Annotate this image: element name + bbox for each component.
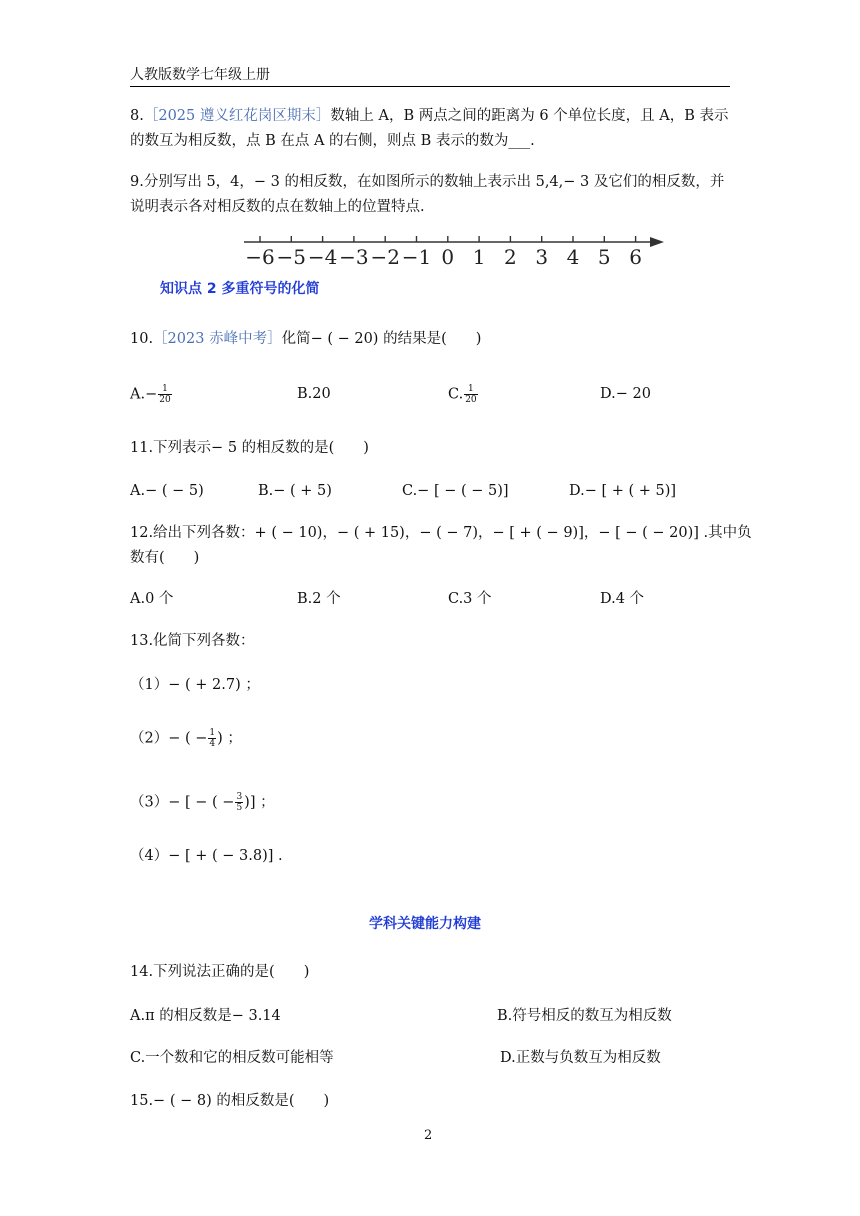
number-line-label: 6 <box>629 245 642 269</box>
q13-p3-prefix: （3）− [ − ( − <box>130 794 235 811</box>
number-line-label: 2 <box>504 245 517 269</box>
q14-option-d: D.正数与负数互为相反数 <box>500 1050 661 1066</box>
q10-source: ［2023 赤峰中考］ <box>153 331 282 347</box>
q14-option-b: B.符号相反的数互为相反数 <box>497 1008 672 1024</box>
q10-a-fraction <box>158 384 171 405</box>
q12-option-d: D.4 个 <box>600 591 645 607</box>
q10-c-prefix: C. <box>448 386 464 403</box>
q13-part-4: （4）− [ + ( − 3.8)] . <box>130 848 283 864</box>
q13-p2-prefix: （2）− ( − <box>130 730 208 747</box>
q12-option-a: A.0 个 <box>130 591 174 607</box>
q12-line2: 数有( ) <box>130 550 200 566</box>
number-line-label: −1 <box>401 245 432 269</box>
q10-option-d: D.− 20 <box>600 386 651 402</box>
q10-a-prefix: A.− <box>130 386 158 403</box>
q10-c-denominator: 20 <box>465 395 477 405</box>
q10-number: 10. <box>130 331 154 347</box>
q10-c-fraction <box>464 384 477 405</box>
q13-p2-suffix: ) ； <box>217 730 242 747</box>
number-line-label: 5 <box>597 245 611 269</box>
q10-c-numerator: 1 <box>464 384 477 395</box>
q14-option-a: A.π 的相反数是− 3.14 <box>130 1008 281 1024</box>
number-line-label: −6 <box>245 245 275 269</box>
q10-text: 化简− ( − 20) 的结果是( ) <box>281 331 482 347</box>
q10-option-a <box>130 384 173 405</box>
q10-stem <box>130 329 481 349</box>
q13-p3-suffix: )] ； <box>244 794 275 811</box>
number-line-label: −5 <box>276 245 307 269</box>
q8-text-1: 数轴上 A，B 两点之间的距离为 6 个单位长度，且 A，B 表示 <box>330 108 729 124</box>
q10-option-c <box>448 384 479 405</box>
q13-stem: 13.化简下列各数： <box>130 633 255 649</box>
q13-p3-denominator: 5 <box>236 803 243 813</box>
q9-line2: 说明表示各对相反数的点在数轴上的位置特点. <box>130 199 425 215</box>
q10-a-numerator: 1 <box>158 384 171 395</box>
q8-line1 <box>130 106 729 126</box>
q13-p3-fraction <box>235 792 243 813</box>
q13-p2-denominator: 4 <box>209 739 216 749</box>
number-line-label: 3 <box>535 245 549 269</box>
number-line-label: 1 <box>472 245 486 269</box>
q12-option-c: C.3 个 <box>448 591 492 607</box>
number-line-figure <box>240 228 670 270</box>
q12-line1: 12.给出下列各数：+ ( − 10)，− ( + 15)，− ( − 7)，− [ + ( − 9)]，− [ − ( − 20)] .其中负 <box>130 525 752 541</box>
section-key-abilities: 学科关键能力构建 <box>369 916 481 932</box>
q13-p2-numerator: 1 <box>209 728 216 738</box>
q11-option-a: A.− ( − 5) <box>130 483 204 499</box>
q10-a-denominator: 20 <box>159 395 171 405</box>
q13-p2-fraction <box>208 728 216 749</box>
q11-option-c: C.− [ − ( − 5)] <box>402 483 509 499</box>
number-line-label: −4 <box>307 245 338 269</box>
q8-source: ［2025 遵义红花岗区期末］ <box>143 108 331 124</box>
number-line-label: −3 <box>339 245 369 269</box>
q11-stem: 11.下列表示− 5 的相反数的是( ) <box>130 440 369 456</box>
q13-part-1: （1）− ( + 2.7) ； <box>130 677 260 693</box>
number-line-label: −2 <box>370 245 400 269</box>
q11-option-d: D.− [ + ( + 5)] <box>569 483 677 499</box>
q10-option-b: B.20 <box>297 386 331 402</box>
header-rule <box>130 86 730 87</box>
page-number: 2 <box>424 1128 433 1143</box>
page-header-title: 人教版数学七年级上册 <box>130 67 270 83</box>
q13-part-2 <box>130 728 242 749</box>
q8-number: 8. <box>130 108 144 124</box>
q13-part-3 <box>130 792 275 813</box>
number-line-label: 4 <box>566 245 580 269</box>
q15-stem: 15.− ( − 8) 的相反数是( ) <box>130 1093 330 1109</box>
number-line-arrow <box>650 237 664 247</box>
q11-option-b: B.− ( + 5) <box>258 483 332 499</box>
q14-stem: 14.下列说法正确的是( ) <box>130 964 310 980</box>
number-line-label: 0 <box>441 245 455 269</box>
number-line-ticks <box>245 236 642 269</box>
q13-p3-numerator: 3 <box>236 792 243 802</box>
q14-option-c: C.一个数和它的相反数可能相等 <box>130 1050 334 1066</box>
q12-option-b: B.2 个 <box>297 591 341 607</box>
section-knowledge-point-2: 知识点 2 多重符号的化简 <box>160 281 320 297</box>
q9-line1: 9.分别写出 5，4，− 3 的相反数，在如图所示的数轴上表示出 5,4,− 3 及它们的相反数，并 <box>130 174 725 190</box>
q8-line2: 的数互为相反数，点 B 在点 A 的右侧，则点 B 表示的数为___. <box>130 133 535 149</box>
